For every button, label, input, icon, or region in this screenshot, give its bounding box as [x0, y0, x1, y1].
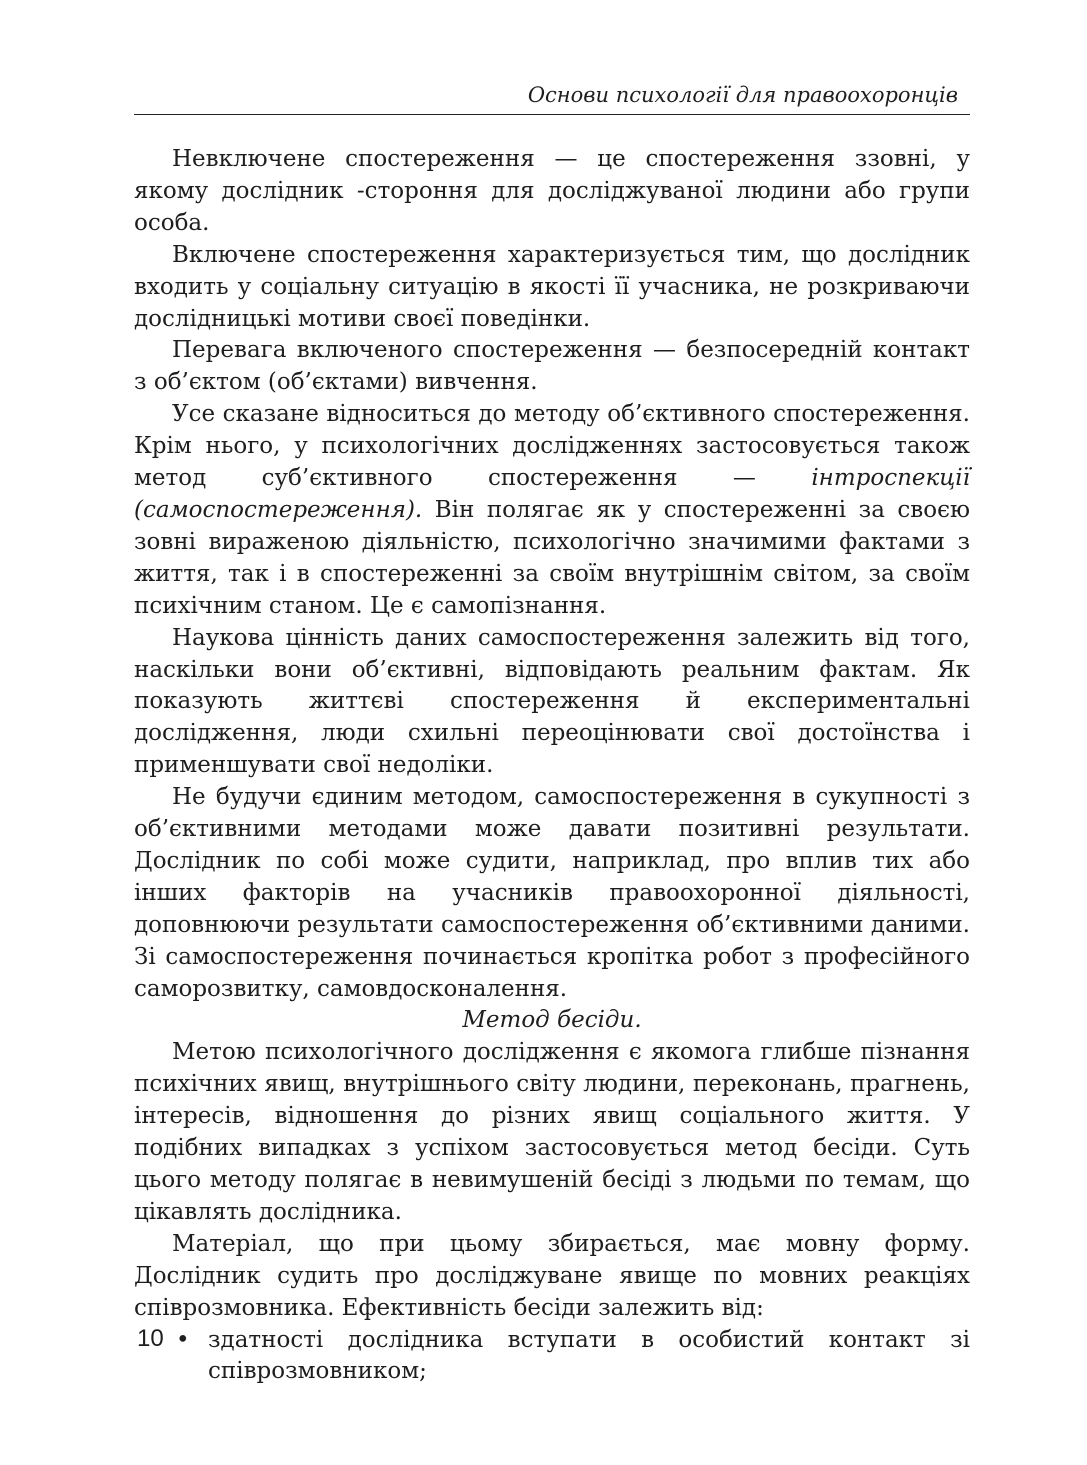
paragraph	[134, 399, 970, 622]
paragraph: Невключене спостереження — це спостереження ззовні, у якому дослідник -стороння для досліджуваної людини або групи особа.	[134, 146, 970, 236]
bullet-list	[134, 1325, 970, 1389]
italic-term: інтроспекції (самоспостереження).	[134, 465, 970, 523]
paragraph: Перевага включеного спостереження — безпосередній контакт з об’єктом (об’єктами) вивчення.	[134, 337, 970, 396]
paragraph: Матеріал, що при цьому збирається, має мовну форму. Дослідник судить про досліджуване явище по мовних реакціях співрозмовника. Ефективність бесіди залежить від:	[134, 1230, 970, 1321]
text-run: Усе сказане відноситься до методу об’єктивного спостереження. Крім нього, у психологічних дослідженнях застосовується також метод суб’єктивного спостереження —	[134, 401, 970, 492]
page-number: 10	[137, 1325, 164, 1352]
header-divider	[134, 114, 970, 115]
text-run: Він полягає як у спостереженні за своєю зовні вираженою діяльністю, психологічно значимими фактами з життя, так і в спостереженні за своїм внутрішнім світом, за своїм психічним станом. Це є самопізнання.	[134, 496, 970, 619]
body-text	[134, 144, 970, 1388]
paragraph: Наукова цінність даних самоспостереження залежить від того, наскільки вони об’єктивні, відповідають реальним фактам. Як показують життєві спостереження й експериментальні дослідження, люди схильні переоцінювати свої достоїнства і применшувати свої недоліки.	[134, 624, 970, 779]
paragraph: Включене спостереження характеризується тим, що дослідник входить у соціальну ситуацію в якості її учасника, не розкриваючи дослідницькі мотиви своєї поведінки.	[134, 241, 970, 332]
section-heading: Метод бесіди.	[462, 1007, 642, 1034]
paragraph: Не будучи єдиним методом, самоспостереження в сукупності з об’єктивними методами може давати позитивні результати. Дослідник по собі може судити, наприклад, про вплив тих або інших факторів на учасників правоохоронної діяльності, доповнюючи результати самоспостереження об’єктивними даними. Зі самоспостереження починається кропітка робот з професійного саморозвитку, самовдосконалення.	[134, 784, 970, 1002]
paragraph: Метою психологічного дослідження є якомога глибше пізнання психічних явищ, внутрішнього світу людини, переконань, прагнень, інтересів, відношення до різних явищ соціального життя. У подібних випадках з успіхом застосовується метод бесіди. Суть цього методу полягає в невимушеній бесіді з людьми по темам, що цікавлять дослідника.	[134, 1039, 970, 1225]
list-item-text: здатності дослідника вступати в особистий контакт зі співрозмовником;	[208, 1326, 970, 1385]
running-header: Основи психології для правоохоронців	[527, 83, 958, 107]
list-item	[134, 1325, 970, 1389]
bullet-icon: •	[176, 1326, 190, 1353]
